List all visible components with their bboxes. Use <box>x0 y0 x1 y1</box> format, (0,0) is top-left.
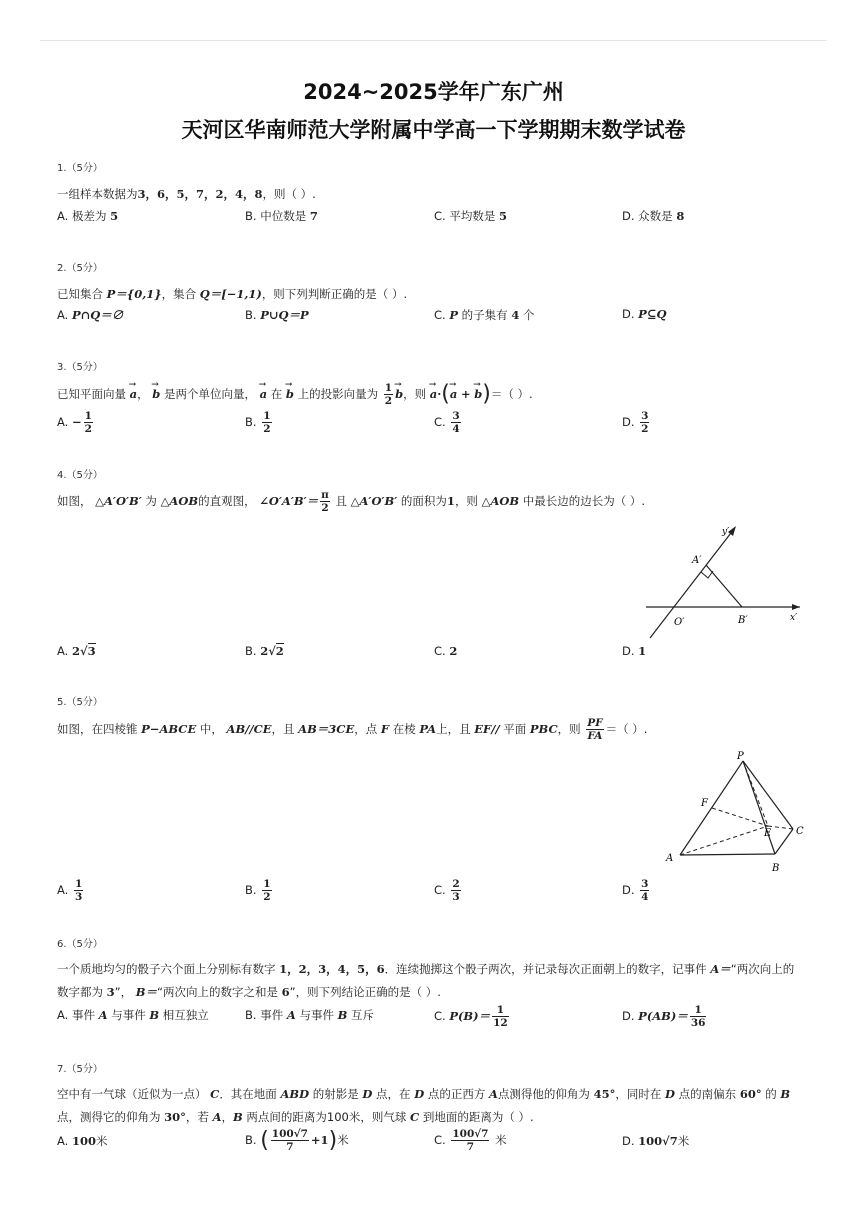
question-7-stem-line1: 空中有一气球（近似为一点） C．其在地面 ABD 的射影是 D 点，在 D 点的正西方 A点测得他的仰角为 45°，同时在 D 点的南偏东 60° 的 B <box>57 1087 791 1101</box>
question-4-option-c[interactable]: C. 2 <box>434 644 458 658</box>
edge-p-b <box>743 761 775 854</box>
question-1-option-b[interactable]: B. 中位数是 7 <box>245 209 318 223</box>
point-a-label: A <box>666 853 674 864</box>
edge-p-e <box>743 761 768 826</box>
question-4-option-d[interactable]: D. 1 <box>622 644 647 658</box>
question-4-figure <box>640 520 810 645</box>
question-1-option-c[interactable]: C. 平均数是 5 <box>434 209 508 223</box>
point-b-label: B′ <box>738 615 748 626</box>
question-6-number: 6.（5分） <box>57 939 103 950</box>
page-title-line2: 天河区华南师范大学附属中学高一下学期期末数学试卷 <box>181 118 686 142</box>
question-6-stem-line2: 数字都为 3”， B＝“两次向上的数字之和是 6”，则下列结论正确的是（ ）. <box>57 985 441 999</box>
point-o-label: O′ <box>674 617 685 628</box>
question-4-stem: 如图， △A′O′B′ 为 △AOB的直观图， ∠O′A′B′＝ $\frac{\pi}{2}$ 且 △A′O′B′ 的面积为1，则 △AOB 中最长边的边长为（ ）. <box>57 489 646 514</box>
question-1-stem: 一组样本数据为3，6，5，7，2，4，8，则（ ）. <box>57 187 316 201</box>
question-6-stem-line1: 一个质地均匀的骰子六个面上分别标有数字 1，2，3，4，5，6．连续抛掷这个骰子两次，并记录每次正面朝上的数字，记事件 A＝“两次向上的 <box>57 962 795 976</box>
question-1-option-d[interactable]: D. 众数是 8 <box>622 209 685 223</box>
x-axis-label: x′ <box>790 613 798 623</box>
edge-e-c <box>768 826 793 829</box>
y-axis-label: y′ <box>722 527 730 537</box>
question-5-stem: 如图，在四棱锥 P−ABCE 中， AB//CE，且 AB＝3CE，点 F 在棱 PA上，且 EF// 平面 PBC，则 $\frac{PF}{FA}$ ＝（ ）. <box>57 717 648 742</box>
point-a-label: A′ <box>692 555 702 566</box>
question-2-option-d[interactable]: D. P⊆Q <box>622 307 667 321</box>
question-2-number: 2.（5分） <box>57 263 103 274</box>
question-2-stem: 已知集合 P＝{0,1}，集合 Q＝[−1,1)，则下列判断正确的是（ ）. <box>57 287 408 301</box>
question-6-option-b[interactable]: B. 事件 A 与事件 B 互斥 <box>245 1008 374 1022</box>
segment-a-b <box>706 565 742 607</box>
question-5-option-d[interactable]: D. $\frac{3}{4}$ <box>622 878 649 903</box>
question-1-option-a[interactable]: A. 极差为 5 <box>57 209 119 223</box>
question-7-stem-line2: 点，测得它的仰角为 30°，若 A，B 两点间的距离为100米，则气球 C 到地面的距离为（ ）. <box>57 1110 534 1124</box>
question-7-option-c[interactable]: C. $\frac{100√7}{7}$ 米 <box>434 1128 507 1153</box>
question-5-option-c[interactable]: C. $\frac{2}{3}$ <box>434 878 460 903</box>
point-b-label: B <box>772 863 780 874</box>
point-e-label: E <box>764 828 772 839</box>
question-4-option-b[interactable]: B. 2√2 <box>245 644 284 658</box>
x-axis-arrow <box>792 604 800 610</box>
question-3-option-b[interactable]: B. $\frac{1}{2}$ <box>245 410 271 435</box>
question-5-option-b[interactable]: B. $\frac{1}{2}$ <box>245 878 271 903</box>
edge-p-a <box>680 761 743 855</box>
question-1-number: 1.（5分） <box>57 163 103 174</box>
right-angle-mark <box>701 571 713 578</box>
question-6-option-d[interactable]: D. P(AB)＝ $\frac{1}{36}$ <box>622 1004 706 1029</box>
top-divider <box>40 40 827 41</box>
question-4-option-a[interactable]: A. 2√3 <box>57 644 96 658</box>
question-3-option-d[interactable]: D. $\frac{3}{2}$ <box>622 410 649 435</box>
point-c-label: C <box>796 826 804 837</box>
question-6-option-a[interactable]: A. 事件 A 与事件 B 相互独立 <box>57 1008 209 1022</box>
edge-a-b <box>680 854 775 855</box>
question-7-option-b[interactable]: B. ( $\frac{100√7}{7}$ +1)米 <box>245 1128 349 1153</box>
question-4-number: 4.（5分） <box>57 470 103 481</box>
edge-p-c <box>743 761 793 829</box>
question-3-number: 3.（5分） <box>57 362 103 373</box>
page-title-line1: 2024~2025学年广东广州 <box>303 80 564 104</box>
point-f-label: F <box>701 798 708 809</box>
edge-b-c <box>775 829 793 854</box>
question-5-figure <box>660 748 810 878</box>
question-7-option-d[interactable]: D. 100√7米 <box>622 1134 690 1148</box>
question-3-stem: 已知平面向量 → a， → b 是两个单位向量， → a 在 → b 上的投影向量为 $\frac{1}{2}$ → b，则 → a·(→ a + → b)＝（ ）. <box>57 382 533 407</box>
question-2-option-c[interactable]: C. P 的子集有 4 个 <box>434 308 535 322</box>
point-p-label: P <box>737 751 744 762</box>
question-7-number: 7.（5分） <box>57 1064 103 1075</box>
question-2-option-a[interactable]: A. P∩Q＝∅ <box>57 308 124 322</box>
question-6-option-c[interactable]: C. P(B)＝ $\frac{1}{12}$ <box>434 1004 508 1029</box>
question-3-option-c[interactable]: C. $\frac{3}{4}$ <box>434 410 460 435</box>
edge-a-e <box>680 826 768 855</box>
question-2-option-b[interactable]: B. P∪Q＝P <box>245 308 309 322</box>
question-3-option-a[interactable]: A. − $\frac{1}{2}$ <box>57 410 92 435</box>
question-5-number: 5.（5分） <box>57 697 103 708</box>
question-7-option-a[interactable]: A. 100米 <box>57 1134 108 1148</box>
question-5-option-a[interactable]: A. $\frac{1}{3}$ <box>57 878 83 903</box>
